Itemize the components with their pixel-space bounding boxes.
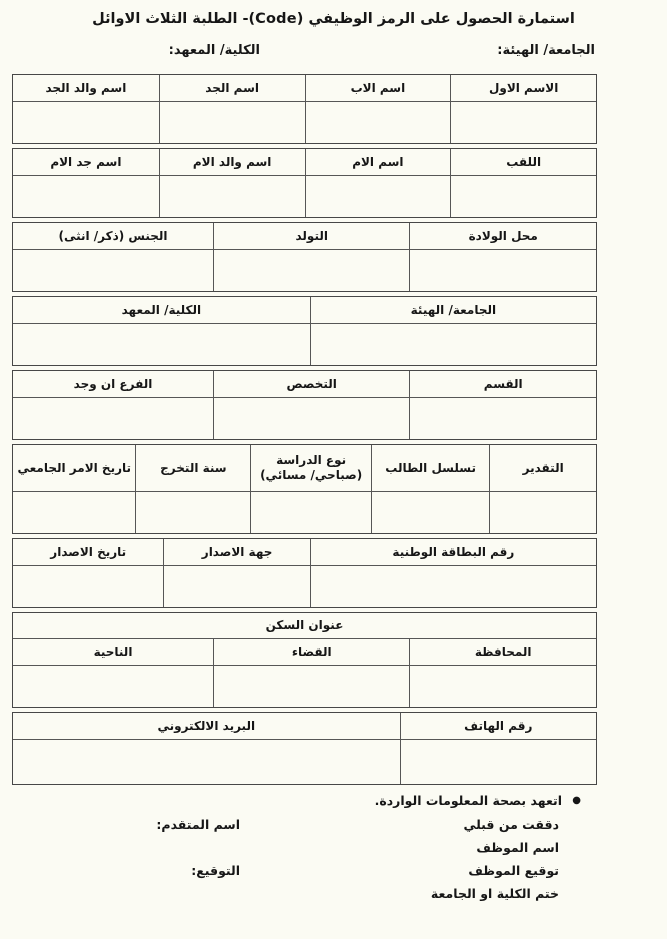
input-birth-1[interactable] <box>213 250 409 291</box>
section-birth <box>12 222 597 292</box>
pledge-text: اتعهد بصحة المعلومات الواردة. <box>374 793 562 808</box>
section-address <box>12 612 597 708</box>
header-study-3: سنة التخرج <box>135 445 250 491</box>
footer-block <box>0 793 667 909</box>
header-department-2: الفرع ان وجد <box>73 376 153 391</box>
header-address-2: الناحية <box>93 644 133 659</box>
form-title: استمارة الحصول على الرمز الوظيفي (Code)- الطلبة الثلاث الاوائل <box>92 11 575 27</box>
input-study-1[interactable] <box>371 492 489 533</box>
footer-right-label-2: توقيع الموظف <box>468 863 559 878</box>
footer-left-label-0: اسم المتقدم: <box>156 817 240 832</box>
input-birth-2[interactable] <box>13 250 213 291</box>
section-contact <box>12 712 597 785</box>
section-name <box>12 74 597 144</box>
header-birth-1: التولد <box>213 223 409 249</box>
header-contact-0: رقم الهاتف <box>400 713 596 739</box>
input-mother-2[interactable] <box>159 176 305 217</box>
footer-line-0 <box>0 817 667 840</box>
input-name-1[interactable] <box>305 102 451 143</box>
footer-lines <box>0 817 667 909</box>
header-name-2: اسم الجد <box>159 75 305 101</box>
input-university-0[interactable] <box>310 324 596 365</box>
header-idcard-2: تاريخ الاصدار <box>50 544 127 559</box>
header-name-3: اسم والد الجد <box>45 80 127 95</box>
college-institute-label: الكلية/ المعهد: <box>168 43 260 58</box>
header-mother-2: اسم والد الام <box>159 149 305 175</box>
footer-line-3 <box>0 886 667 909</box>
bullet-icon: ● <box>572 795 581 806</box>
header-mother-1: اسم الام <box>305 149 451 175</box>
header-address-1: القضاء <box>213 639 409 665</box>
footer-right-label-0: دققت من قبلي <box>463 817 559 832</box>
section-study <box>12 444 597 534</box>
header-study-1: تسلسل الطالب <box>371 445 489 491</box>
input-contact-0[interactable] <box>400 740 596 784</box>
header-university-1: الكلية/ المعهد <box>121 302 202 317</box>
input-contact-1[interactable] <box>13 740 400 784</box>
input-address-2[interactable] <box>13 666 213 707</box>
section-title-address: عنوان السكن <box>265 618 344 632</box>
header-birth-2: الجنس (ذكر/ انثى) <box>58 228 168 243</box>
header-study-2: نوع الدراسة (صباحي/ مسائي) <box>250 445 371 491</box>
footer-right-label-3: ختم الكلية او الجامعة <box>430 886 559 901</box>
section-idcard <box>12 538 597 608</box>
input-name-3[interactable] <box>13 102 159 143</box>
header-university-0: الجامعة/ الهيئة <box>310 297 596 323</box>
header-study-4: تاريخ الامر الجامعي <box>17 460 131 475</box>
header-name-0: الاسم الاول <box>450 75 596 101</box>
input-name-2[interactable] <box>159 102 305 143</box>
header-address-0: المحافظة <box>409 639 596 665</box>
input-mother-1[interactable] <box>305 176 451 217</box>
input-address-1[interactable] <box>213 666 409 707</box>
input-birth-0[interactable] <box>409 250 596 291</box>
footer-line-1 <box>0 840 667 863</box>
header-department-0: القسم <box>409 371 596 397</box>
header-study-0: التقدير <box>489 445 596 491</box>
header-mother-0: اللقب <box>450 149 596 175</box>
section-mother <box>12 148 597 218</box>
input-idcard-2[interactable] <box>13 566 163 607</box>
input-address-0[interactable] <box>409 666 596 707</box>
input-study-0[interactable] <box>489 492 596 533</box>
form-table <box>12 74 597 785</box>
header-name-1: اسم الاب <box>305 75 451 101</box>
pledge-line <box>0 793 667 817</box>
input-mother-3[interactable] <box>13 176 159 217</box>
input-study-2[interactable] <box>250 492 371 533</box>
header-idcard-1: جهة الاصدار <box>163 539 309 565</box>
input-idcard-0[interactable] <box>310 566 596 607</box>
section-university <box>12 296 597 366</box>
header-mother-3: اسم جد الام <box>50 154 122 169</box>
header-idcard-0: رقم البطاقة الوطنية <box>310 539 596 565</box>
input-mother-0[interactable] <box>450 176 596 217</box>
header-department-1: التخصص <box>213 371 409 397</box>
footer-left-label-2: التوقيع: <box>191 863 240 878</box>
input-university-1[interactable] <box>13 324 310 365</box>
footer-line-2 <box>0 863 667 886</box>
input-study-4[interactable] <box>13 492 135 533</box>
input-study-3[interactable] <box>135 492 250 533</box>
input-idcard-1[interactable] <box>163 566 309 607</box>
input-name-0[interactable] <box>450 102 596 143</box>
input-department-1[interactable] <box>213 398 409 439</box>
section-department <box>12 370 597 440</box>
input-department-2[interactable] <box>13 398 213 439</box>
header-birth-0: محل الولادة <box>409 223 596 249</box>
top-fields-line <box>0 43 667 63</box>
input-department-0[interactable] <box>409 398 596 439</box>
university-entity-label: الجامعة/ الهيئة: <box>497 43 595 58</box>
footer-right-label-1: اسم الموظف <box>476 840 559 855</box>
header-contact-1: البريد الالكتروني <box>157 718 256 733</box>
